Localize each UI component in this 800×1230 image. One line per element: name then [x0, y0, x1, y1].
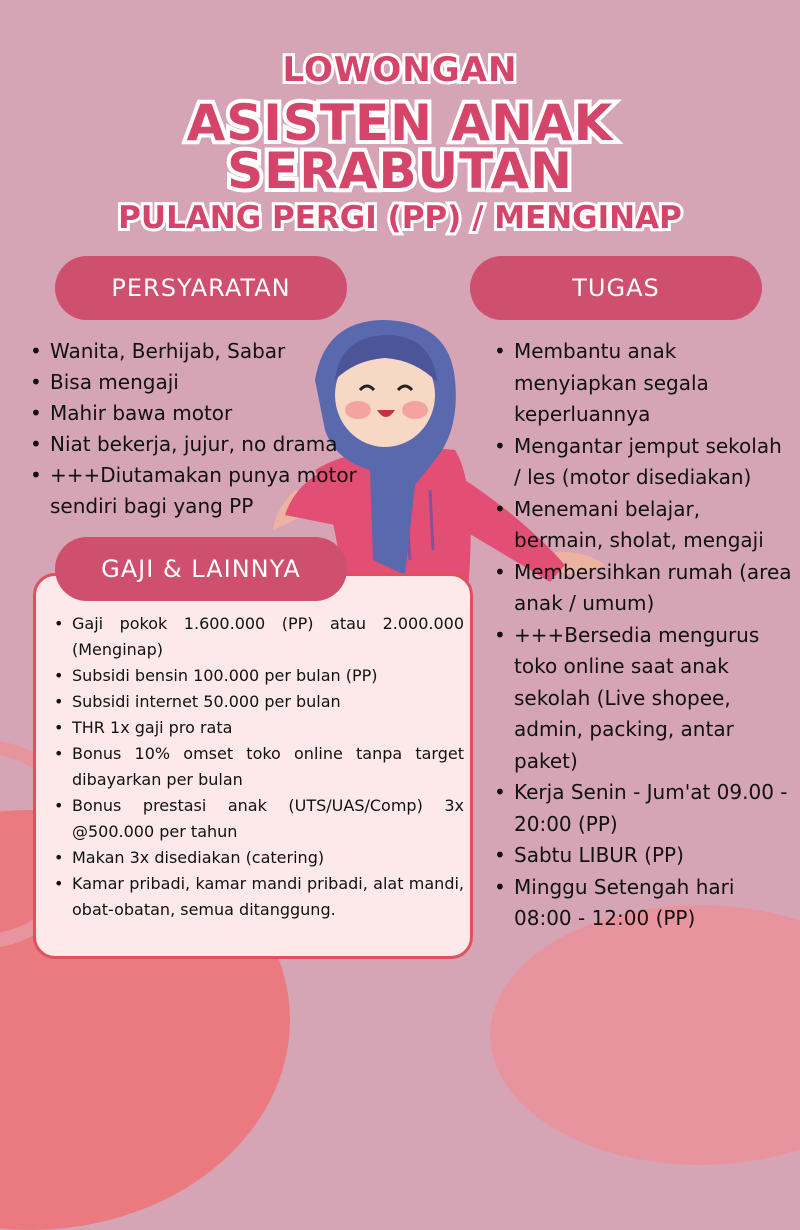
list-item: • +++Bersedia mengurus toko online saat anak sekolah (Live shopee, admin, packing, antar paket): [492, 620, 792, 778]
header-title-line2: SERABUTAN: [227, 142, 573, 200]
list-item: • Membantu anak menyiapkan segala keperluannya: [492, 336, 792, 431]
list-item: • Bonus prestasi anak (UTS/UAS/Comp) 3x @500.000 per tahun: [52, 793, 464, 845]
list-item: • Menemani belajar, bermain, sholat, mengaji: [492, 494, 792, 557]
cheek-right: [402, 401, 428, 419]
list-item: • Gaji pokok 1.600.000 (PP) atau 2.000.000 (Menginap): [52, 611, 464, 663]
list-item: • Niat bekerja, jujur, no drama: [28, 429, 388, 460]
list-item: • Minggu Setengah hari 08:00 - 12:00 (PP): [492, 872, 792, 935]
list-item: • Makan 3x disediakan (catering): [52, 845, 464, 871]
tasks-heading: TUGAS: [470, 256, 762, 320]
list-item: • Bisa mengaji: [28, 367, 388, 398]
tasks-list: [492, 336, 792, 935]
list-item: • Sabtu LIBUR (PP): [492, 840, 792, 872]
list-item: • +++Diutamakan punya motor sendiri bagi yang PP: [28, 460, 388, 522]
list-item: • Subsidi bensin 100.000 per bulan (PP): [52, 663, 464, 689]
pay-list: [52, 611, 464, 923]
pay-heading: GAJI & LAINNYA: [55, 537, 347, 601]
list-item: • Membersihkan rumah (area anak / umum): [492, 557, 792, 620]
list-item: • Kamar pribadi, kamar mandi pribadi, alat mandi, obat-obatan, semua ditanggung.: [52, 871, 464, 923]
list-item: • Kerja Senin - Jum'at 09.00 - 20:00 (PP): [492, 777, 792, 840]
list-item: • Wanita, Berhijab, Sabar: [28, 336, 388, 367]
list-item: • Mahir bawa motor: [28, 398, 388, 429]
list-item: • THR 1x gaji pro rata: [52, 715, 464, 741]
list-item: • Bonus 10% omset toko online tanpa target dibayarkan per bulan: [52, 741, 464, 793]
header-top: LOWONGAN: [282, 50, 518, 90]
list-item: • Subsidi internet 50.000 per bulan: [52, 689, 464, 715]
requirements-list: [28, 336, 388, 522]
background-blob: [490, 905, 800, 1165]
header-subtitle: PULANG PERGI (PP) / MENGINAP: [118, 200, 682, 236]
header-title-line1: ASISTEN ANAK: [186, 94, 614, 152]
list-item: • Mengantar jemput sekolah / les (motor disediakan): [492, 431, 792, 494]
requirements-heading: PERSYARATAN: [55, 256, 347, 320]
